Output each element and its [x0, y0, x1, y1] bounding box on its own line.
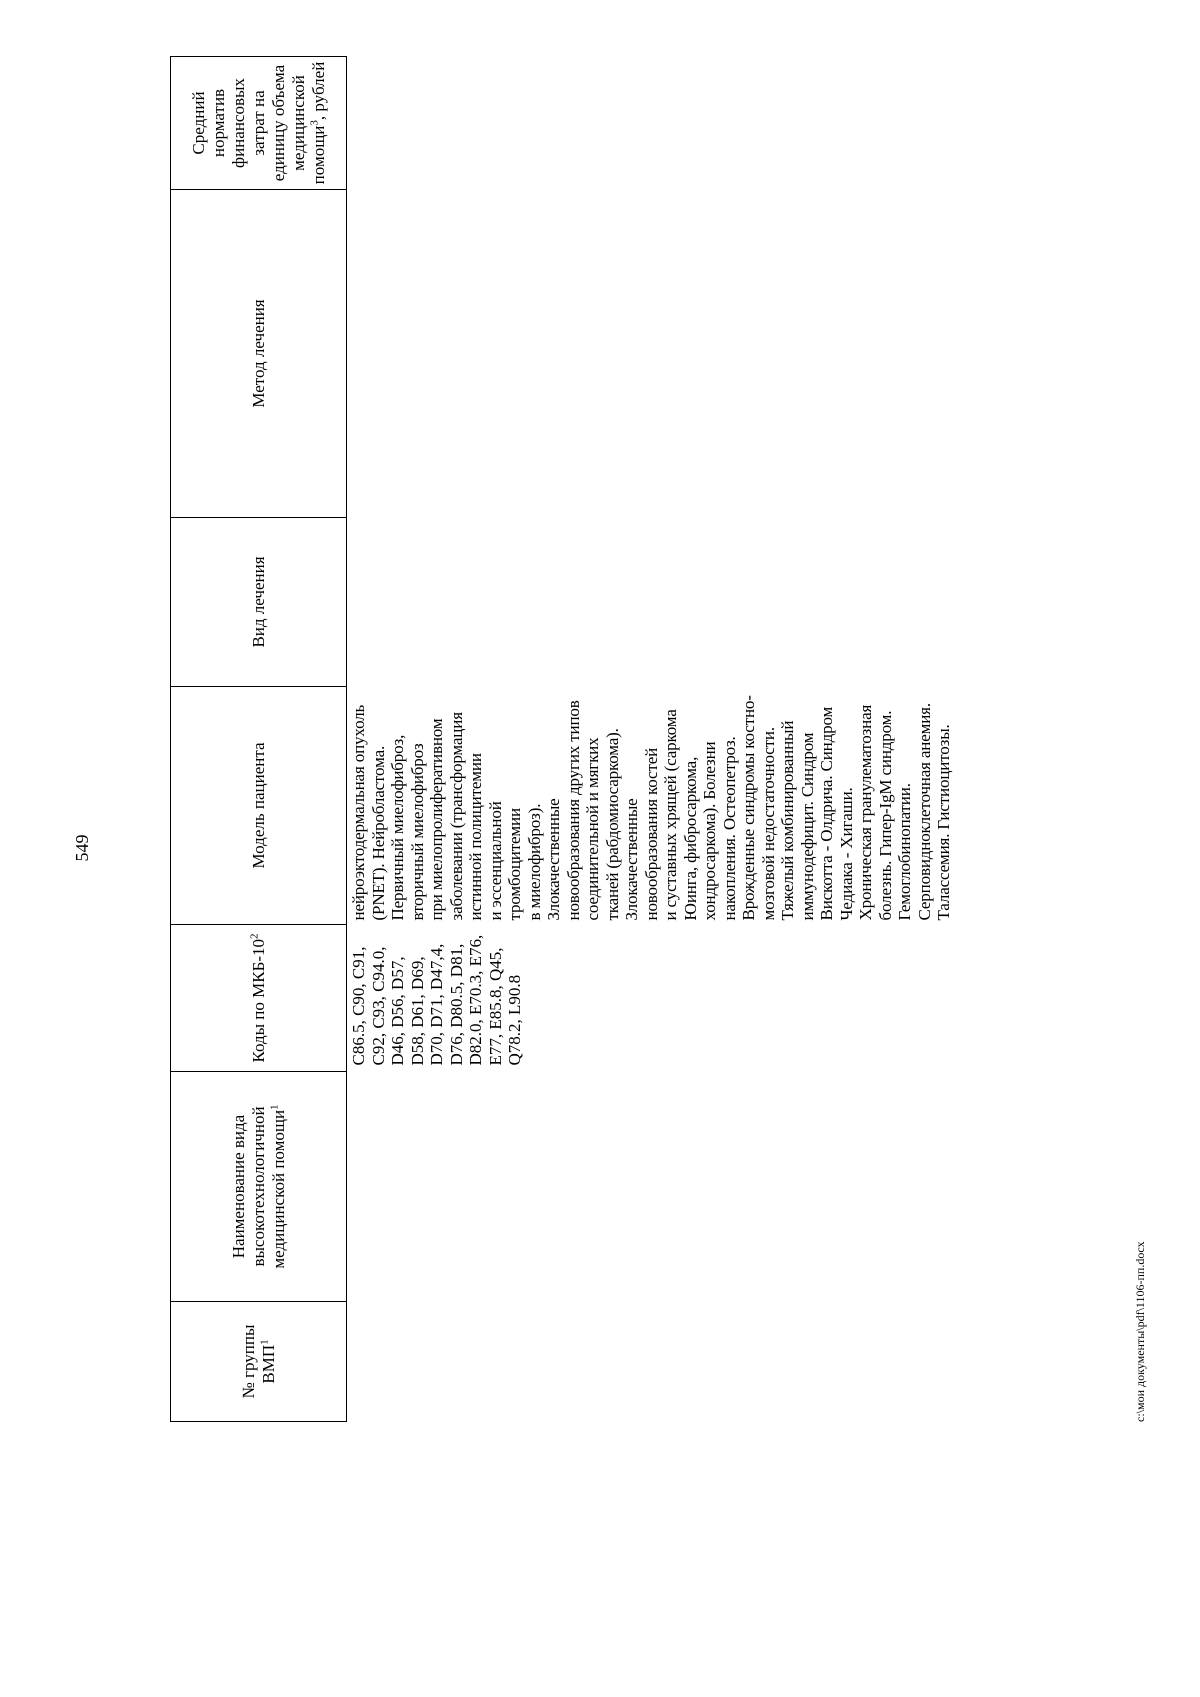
model-line: Чедиака - Хигаши. — [836, 787, 856, 921]
footnote-mark: 2 — [247, 933, 260, 939]
table-container — [170, 56, 956, 1422]
model-line: новообразования костей — [641, 747, 661, 921]
header-cost-unit: , рублей — [308, 61, 328, 121]
model-line: нейроэктодермальная опухоль — [349, 704, 368, 921]
header-model-label: Модель пациента — [248, 742, 268, 869]
code-line: Q78.2, L90.8 — [505, 974, 524, 1066]
header-method — [171, 190, 347, 518]
model-line: и суставных хрящей (саркома — [661, 709, 680, 921]
model-line: новообразования других типов — [563, 700, 583, 921]
header-cost-label: Средний норматив финансовых затрат на единицу объема медицинской помощи — [188, 64, 328, 185]
model-line: (PNЕТ). Нейробластома. — [368, 745, 388, 921]
cell-group — [347, 1302, 956, 1422]
cell-cost — [347, 57, 956, 190]
header-kind-label: Вид лечения — [248, 556, 268, 648]
code-line: D70, D71, D47,4, — [427, 943, 446, 1066]
model-line: вторичный миелофиброз — [407, 743, 427, 921]
code-line: D58, D61, D69, — [407, 956, 427, 1066]
code-line: D76, D80.5, D81, — [446, 943, 466, 1066]
header-row — [171, 57, 347, 1422]
model-line: тканей (рабдомиосаркома). — [602, 728, 622, 921]
model-line: заболевании (трансформация — [446, 712, 466, 921]
cell-name — [347, 1072, 956, 1302]
cell-codes — [347, 925, 956, 1072]
code-line: С86.5, С90, С91, — [349, 946, 368, 1066]
vmp-table — [170, 56, 956, 1422]
model-line: соединительной и мягких — [583, 737, 602, 921]
model-line: Тяжелый комбинированный — [778, 720, 797, 921]
footnote-mark: 3 — [307, 120, 320, 126]
header-model — [171, 687, 347, 925]
model-line: и эссенциальной — [485, 801, 505, 921]
model-line: Вискотта - Олдрича. Синдром — [817, 706, 836, 921]
code-line: D46, D56, D57, — [388, 956, 407, 1066]
model-line: в миелофиброз). — [524, 803, 544, 921]
header-name-label: Наименование вида высокотехнологичной медицинской помощи — [228, 1106, 288, 1269]
header-method-label: Метод лечения — [248, 299, 268, 408]
table-row — [347, 57, 956, 1422]
footnote-mark: 1 — [257, 1339, 270, 1345]
model-line: истинной полицитемии — [466, 753, 485, 921]
page-number: 549 — [72, 834, 92, 862]
header-codes-label: Коды по МКБ-10 — [248, 938, 268, 1063]
model-line: Хроническая гранулематозная — [856, 704, 875, 921]
model-line: Юинга, фибросаркома, — [680, 756, 700, 921]
model-line: при миелопролиферативном — [427, 718, 446, 921]
model-line: Первичный миелофиброз, — [388, 734, 407, 921]
cell-kind — [347, 518, 956, 687]
model-line: хондросаркома). Болезни — [700, 741, 719, 921]
model-line: накопления. Остеопетроз. — [719, 736, 739, 921]
header-name — [171, 1072, 347, 1302]
header-group-label: № группы ВМП — [238, 1324, 278, 1399]
model-line: Злокачественные — [622, 798, 641, 921]
model-line: иммунодефицит. Синдром — [797, 732, 817, 921]
cell-method — [347, 190, 956, 518]
model-line: Врожденные синдромы костно- — [739, 695, 758, 921]
code-line: D82.0, E70.3, E76, — [466, 934, 485, 1066]
header-group — [171, 1302, 347, 1422]
code-line: С92, С93, С94.0, — [368, 946, 388, 1066]
file-path-footer: c:\мои документы\pdf\1106-пп.docx — [1133, 1241, 1147, 1422]
model-line: тромбоцитемии — [505, 808, 524, 921]
model-line: мозговой недостаточности. — [758, 727, 778, 921]
model-line: Злокачественные — [544, 798, 563, 921]
footnote-mark: 1 — [267, 1104, 280, 1110]
header-codes — [171, 925, 347, 1072]
header-kind — [171, 518, 347, 687]
model-line: болезнь. Гипер-IgM синдром. — [875, 710, 895, 921]
cell-model — [347, 687, 956, 925]
model-line: Серповидноклеточная анемия. — [914, 703, 934, 921]
model-line: Гемоглобинопатии. — [895, 783, 914, 921]
code-line: E77, E85.8, Q45, — [485, 947, 505, 1066]
model-line: Талассемия. Гистиоцитозы. — [934, 724, 953, 921]
header-cost — [171, 57, 347, 190]
